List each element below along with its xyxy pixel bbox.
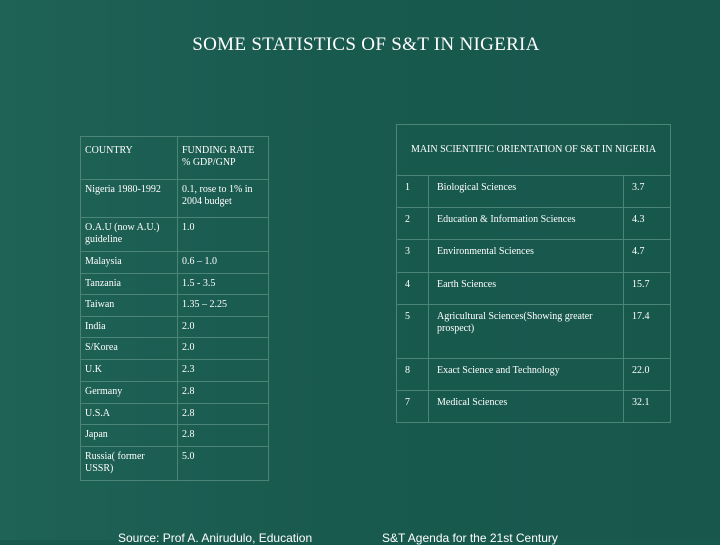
row-number: 5: [397, 305, 429, 359]
field-cell: Education & Information Sciences: [429, 208, 624, 240]
field-cell: Agricultural Sciences(Showing greater prospect): [429, 305, 624, 359]
country-cell: Nigeria 1980-1992: [81, 180, 178, 218]
row-number: 8: [397, 359, 429, 391]
country-cell: U.K: [81, 360, 178, 382]
rate-cell: 2.8: [178, 404, 269, 425]
table-row: [81, 180, 269, 218]
table-row: [81, 382, 269, 404]
row-number: 4: [397, 273, 429, 305]
country-cell: O.A.U (now A.U.) guideline: [81, 218, 178, 252]
row-number: 1: [397, 176, 429, 208]
source-text-right: S&T Agenda for the 21st Century: [382, 531, 558, 545]
scientific-orientation-table: [396, 124, 671, 423]
value-cell: 15.7: [624, 273, 671, 305]
table-row: [397, 176, 671, 208]
country-cell: Malaysia: [81, 252, 178, 274]
rate-cell: 1.5 - 3.5: [178, 274, 269, 295]
rate-cell: 1.35 – 2.25: [178, 295, 269, 317]
value-cell: 4.7: [624, 240, 671, 273]
table-row: [397, 359, 671, 391]
funding-rate-header: FUNDING RATE % GDP/GNP: [178, 137, 269, 180]
rate-cell: 2.0: [178, 338, 269, 360]
funding-table-header-row: [81, 137, 269, 180]
table-row: [81, 252, 269, 274]
funding-rate-table: [80, 136, 269, 481]
field-cell: Earth Sciences: [429, 273, 624, 305]
rate-cell: 1.0: [178, 218, 269, 252]
country-cell: India: [81, 317, 178, 338]
value-cell: 4.3: [624, 208, 671, 240]
table-row: [397, 208, 671, 240]
field-cell: Environmental Sciences: [429, 240, 624, 273]
orientation-header: MAIN SCIENTIFIC ORIENTATION OF S&T IN NIGERIA: [397, 125, 671, 176]
value-cell: 22.0: [624, 359, 671, 391]
field-cell: Exact Science and Technology: [429, 359, 624, 391]
table-row: [397, 305, 671, 359]
table-row: [81, 295, 269, 317]
rate-cell: 2.0: [178, 317, 269, 338]
rate-cell: 2.8: [178, 382, 269, 404]
slide-title: SOME STATISTICS OF S&T IN NIGERIA: [192, 34, 540, 55]
table-row: [81, 218, 269, 252]
value-cell: 32.1: [624, 391, 671, 423]
rate-cell: 0.1, rose to 1% in 2004 budget: [178, 180, 269, 218]
table-row: [81, 425, 269, 447]
country-cell: Taiwan: [81, 295, 178, 317]
table-row: [397, 391, 671, 423]
row-number: 3: [397, 240, 429, 273]
orientation-table-header-row: [397, 125, 671, 176]
country-cell: S/Korea: [81, 338, 178, 360]
rate-cell: 2.8: [178, 425, 269, 447]
value-cell: 3.7: [624, 176, 671, 208]
row-number: 7: [397, 391, 429, 423]
country-cell: U.S.A: [81, 404, 178, 425]
table-row: [397, 273, 671, 305]
rate-cell: 5.0: [178, 447, 269, 481]
row-number: 2: [397, 208, 429, 240]
country-cell: Russia( former USSR): [81, 447, 178, 481]
country-cell: Japan: [81, 425, 178, 447]
rate-cell: 2.3: [178, 360, 269, 382]
country-header: COUNTRY: [81, 137, 178, 180]
value-cell: 17.4: [624, 305, 671, 359]
rate-cell: 0.6 – 1.0: [178, 252, 269, 274]
country-cell: Tanzania: [81, 274, 178, 295]
table-row: [81, 317, 269, 338]
country-cell: Germany: [81, 382, 178, 404]
table-row: [81, 404, 269, 425]
field-cell: Biological Sciences: [429, 176, 624, 208]
table-row: [81, 447, 269, 481]
source-text-left: Source: Prof A. Anirudulo, Education: [118, 531, 313, 545]
table-row: [397, 240, 671, 273]
table-row: [81, 360, 269, 382]
table-row: [81, 274, 269, 295]
field-cell: Medical Sciences: [429, 391, 624, 423]
table-row: [81, 338, 269, 360]
